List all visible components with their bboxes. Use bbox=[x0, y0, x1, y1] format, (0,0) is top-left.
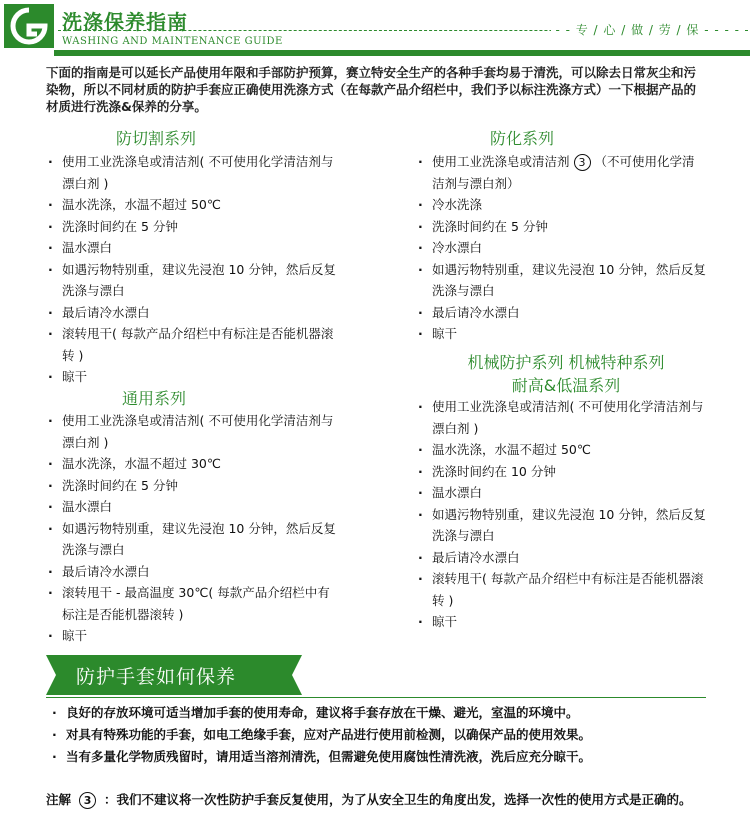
list-item: · 最后请冷水漂白 bbox=[416, 302, 706, 324]
list-item: · 滚转甩干( 每款产品介绍栏中有标注是否能机器滚转 ) bbox=[416, 568, 706, 611]
care-title: 防护手套如何保养 bbox=[76, 666, 237, 688]
list-item: · 滚转甩干( 每款产品介绍栏中有标注是否能机器滚转 ) bbox=[46, 323, 336, 366]
section-title-general: 通用系列 bbox=[122, 389, 187, 408]
list-item: · 最后请冷水漂白 bbox=[46, 302, 336, 324]
section-title-chem: 防化系列 bbox=[490, 129, 555, 148]
list-item: · 温水漂白 bbox=[46, 237, 336, 259]
list-item: · 温水漂白 bbox=[416, 482, 706, 504]
list-item: · 使用工业洗涤皂或清洁剂( 不可使用化学清洁剂与漂白剂 ) bbox=[46, 410, 336, 453]
header-green-bar bbox=[54, 50, 750, 56]
list-item: · 洗涤时间约在 5 分钟 bbox=[46, 216, 336, 238]
list-item: · 滚转甩干 - 最高温度 30℃( 每款产品介绍栏中有标注是否能机器滚转 ) bbox=[46, 582, 336, 625]
list-item: · 洗涤时间约在 5 分钟 bbox=[46, 475, 336, 497]
list-chem bbox=[416, 151, 706, 345]
list-item: · 如遇污物特别重，建议先浸泡 10 分钟，然后反复洗涤与漂白 bbox=[46, 259, 336, 302]
intro-paragraph: 下面的指南是可以延长产品使用年限和手部防护预算，赛立特安全生产的各种手套均易于清洗，可以除去日常灰尘和污染物，所以不同材质的防护手套应正确使用洗涤方式（在每款产品介绍栏中，我们予以标注洗涤方式）一下根据产品的材质进行洗涤&保养的分享。 bbox=[46, 65, 697, 114]
list-item: · 洗涤时间约在 5 分钟 bbox=[416, 216, 706, 238]
page-title: 洗涤保养指南 bbox=[62, 10, 188, 34]
list-item: · 温水洗涤，水温不超过 50℃ bbox=[46, 194, 336, 216]
list-item bbox=[416, 151, 706, 194]
list-item: · 温水漂白 bbox=[46, 496, 336, 518]
list-item: · 对具有特殊功能的手套，如电工绝缘手套，应对产品进行使用前检测，以确保产品的使用效果。 bbox=[50, 724, 710, 746]
list-item: · 温水洗涤，水温不超过 30℃ bbox=[46, 453, 336, 475]
list-item: · 使用工业洗涤皂或清洁剂( 不可使用化学清洁剂与漂白剂 ) bbox=[46, 151, 336, 194]
list-item-text: （不可使用化学清洁剂与漂白剂） bbox=[432, 154, 695, 191]
care-banner bbox=[46, 655, 302, 695]
care-divider bbox=[46, 697, 706, 698]
list-item: · 晾干 bbox=[416, 611, 706, 633]
list-item: · 如遇污物特别重，建议先浸泡 10 分钟，然后反复洗涤与漂白 bbox=[416, 259, 706, 302]
brand-logo-icon bbox=[4, 4, 54, 48]
list-item: · 晾干 bbox=[46, 625, 336, 647]
list-general bbox=[46, 410, 336, 647]
footnote bbox=[46, 790, 706, 810]
list-item: · 洗涤时间约在 10 分钟 bbox=[416, 461, 706, 483]
list-item: · 如遇污物特别重，建议先浸泡 10 分钟，然后反复洗涤与漂白 bbox=[416, 504, 706, 547]
list-item: · 温水洗涤，水温不超过 50℃ bbox=[416, 439, 706, 461]
slogan: - - 专 / 心 / 做 / 劳 / 保 - - - - bbox=[551, 21, 744, 38]
page-subtitle: WASHING AND MAINTENANCE GUIDE bbox=[62, 36, 283, 47]
list-item: · 最后请冷水漂白 bbox=[46, 561, 336, 583]
section-title-mech-line2: 耐高&低温系列 bbox=[511, 376, 621, 395]
section-title-cut: 防切割系列 bbox=[116, 129, 197, 148]
list-care bbox=[50, 702, 710, 768]
list-item: · 冷水漂白 bbox=[416, 237, 706, 259]
list-item: · 晾干 bbox=[416, 323, 706, 345]
list-item-text: 使用工业洗涤皂或清洁剂 bbox=[432, 154, 570, 169]
header bbox=[0, 0, 750, 50]
list-item: · 最后请冷水漂白 bbox=[416, 547, 706, 569]
list-item: · 冷水洗涤 bbox=[416, 194, 706, 216]
footnote-text: ：我们不建议将一次性防护手套反复使用，为了从安全卫生的角度出发，选择一次性的使用方式是正确的。 bbox=[104, 792, 692, 807]
list-cut bbox=[46, 151, 336, 388]
list-item: · 使用工业洗涤皂或清洁剂( 不可使用化学清洁剂与漂白剂 ) bbox=[416, 396, 706, 439]
section-title-mech-line1: 机械防护系列 机械特种系列 bbox=[467, 353, 665, 372]
list-item: · 如遇污物特别重，建议先浸泡 10 分钟，然后反复洗涤与漂白 bbox=[46, 518, 336, 561]
list-item: · 当有多量化学物质残留时，请用适当溶剂清洗，但需避免使用腐蚀性清洗液，洗后应充分晾干。 bbox=[50, 746, 710, 768]
note-mark: 3 bbox=[79, 792, 96, 809]
list-item: · 良好的存放环境可适当增加手套的使用寿命，建议将手套存放在干燥、避光，室温的环境中。 bbox=[50, 702, 710, 724]
footnote-label: 注解 bbox=[46, 792, 72, 807]
note-mark: 3 bbox=[574, 154, 591, 171]
list-mech bbox=[416, 396, 706, 633]
list-item: · 晾干 bbox=[46, 366, 336, 388]
